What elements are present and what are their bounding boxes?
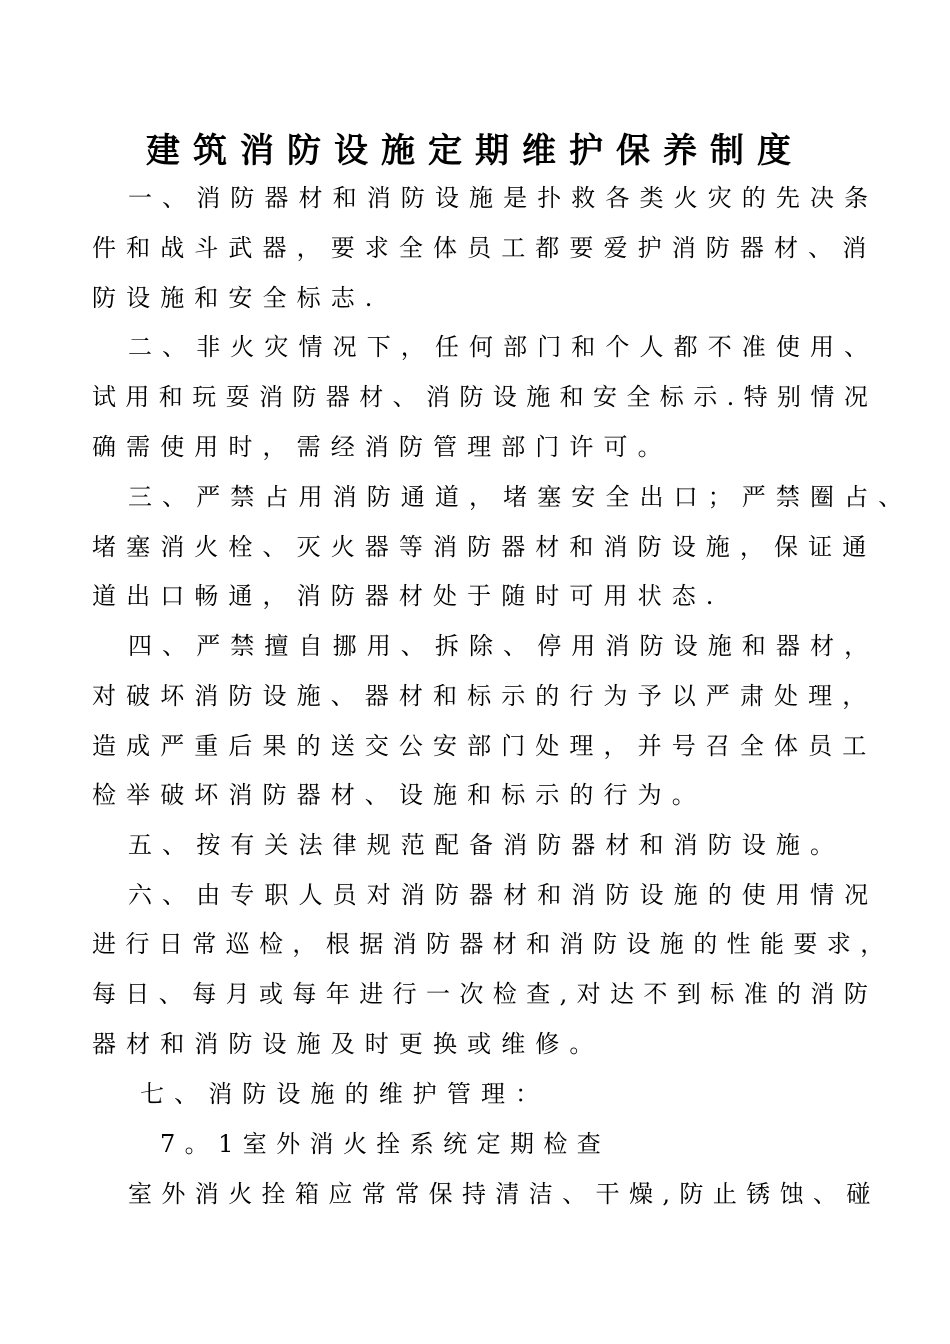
paragraph-line: 道出口畅通，消防器材处于随时可用状态. — [92, 582, 724, 610]
paragraph-line: 确需使用时，需经消防管理部门许可。 — [92, 433, 672, 461]
paragraph-line: 六、由专职人员对消防器材和消防设施的使用情况 — [128, 881, 879, 909]
paragraph-line: 二、非火灾情况下，任何部门和个人都不准使用、 — [128, 333, 879, 361]
paragraph-line: 件和战斗武器，要求全体员工都要爱护消防器材、消 — [92, 234, 877, 262]
paragraph-line: 检举破坏消防器材、设施和标示的行为。 — [92, 781, 706, 809]
paragraph-line: 五、按有关法律规范配备消防器材和消防设施。 — [128, 831, 845, 859]
paragraph-line: 三、严禁占用消防通道，堵塞安全出口；严禁圈占、 — [128, 483, 913, 511]
paragraph-line: 每日、每月或每年进行一次检查,对达不到标准的消防 — [92, 980, 878, 1008]
paragraph-line: 器材和消防设施及时更换或维修。 — [92, 1030, 604, 1058]
paragraph-line: 造成严重后果的送交公安部门处理，并号召全体员工 — [92, 732, 877, 760]
paragraph-line: 四、严禁擅自挪用、拆除、停用消防设施和器材， — [128, 632, 879, 660]
paragraph-line: 进行日常巡检，根据消防器材和消防设施的性能要求， — [92, 930, 894, 958]
paragraph-line: 一、消防器材和消防设施是扑救各类火灾的先决条 — [128, 184, 879, 212]
paragraph-line: 防设施和安全标志. — [92, 284, 383, 312]
paragraph-line: 对破坏消防设施、器材和标示的行为予以严肃处理， — [92, 682, 877, 710]
document-title: 建筑消防设施定期维护保养制度 — [146, 131, 804, 171]
paragraph-line: 试用和玩耍消防器材、消防设施和安全标示.特别情况 — [92, 383, 878, 411]
subsection-heading: 7。1室外消火拴系统定期检查 — [160, 1130, 611, 1158]
paragraph-line: 室外消火拴箱应常常保持清洁、干燥,防止锈蚀、碰 — [128, 1180, 880, 1208]
section-heading: 七、消防设施的维护管理： — [140, 1080, 550, 1108]
paragraph-line: 堵塞消火栓、灭火器等消防器材和消防设施，保证通 — [92, 533, 877, 561]
